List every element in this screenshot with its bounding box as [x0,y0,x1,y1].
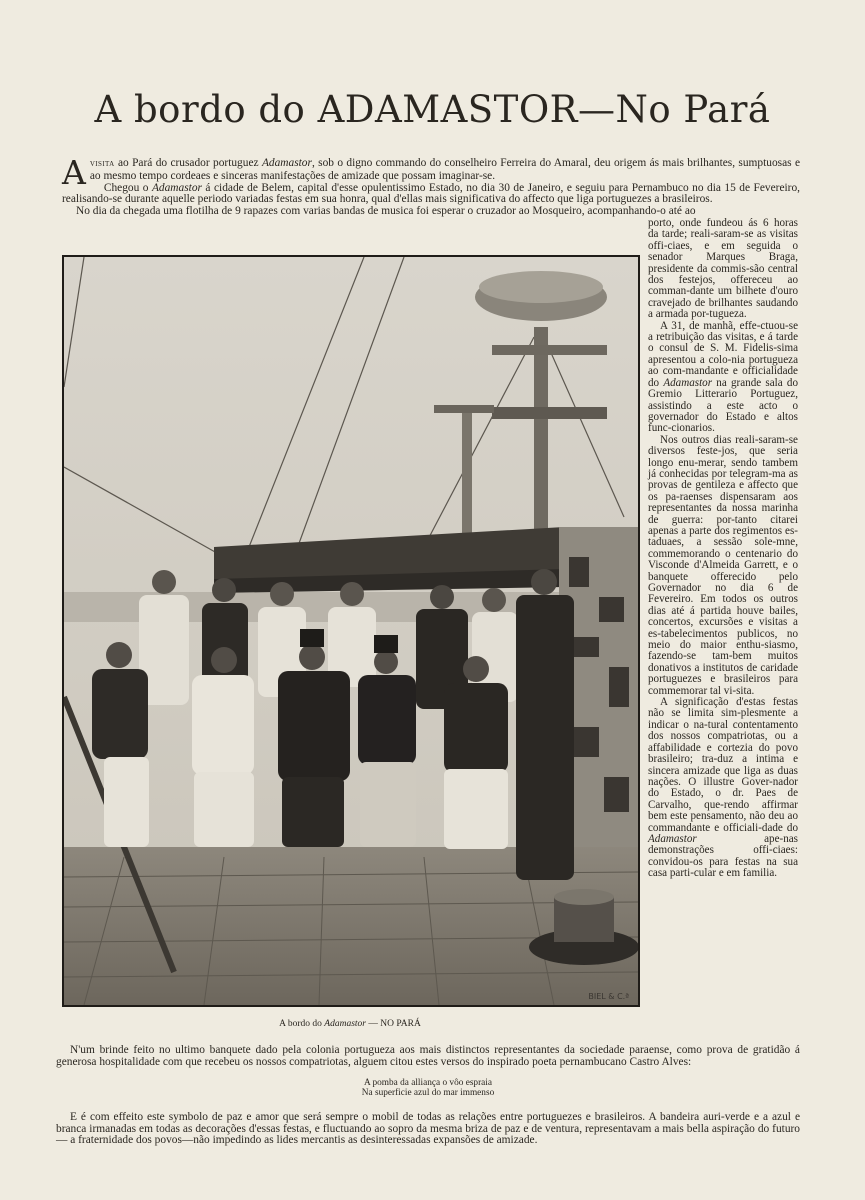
bottom-paragraph-2: E é com effeito este symbolo de paz e amor que será sempre o mobil de todas as relações entre portuguezes e brasileiros. A bandeira auri-verde e a azul e branca irmanadas em todas as decorações d'essas festas, e fluctuando ao sopro da mesma briza de paz e de ventura, representavam a mais bella aspiração do futuro — a fraternidade dos povos—não impedindo as lides mercantis as desinteressadas expansões de amizade. [56,1111,800,1147]
drop-cap: A [62,153,86,192]
bottom-paragraph-1: N'um brinde feito no ultimo banquete dado pela colonia portugueza aos mais distinctos representantes da sociedade paraense, como prova de gratidão á generosa hospitalidade com que recebeu os nossos compatriotas, alguem citou estes versos do inspirado poeta pernambucano Castro Alves: [56,1044,800,1068]
column-paragraph-3: Nos outros dias reali-saram-se diversos feste-jos, que seria longo enu-merar, sendo tambem já conhecidas por telegram-ma as provas de gentileza e affecto que os pa-raenses dispensaram aos representantes da nossa marinha de guerra: por-tanto citarei apenas a parte dos regimentos es-taduaes, a sessão sole-mne, commemorando o centenario do Visconde d'Almeida Garrett, e o banquete offerecido pelo Governador no dia 6 de Fevereiro. Em todos os outros dias até á partida houve bailes, concertos, excursões e visitas a es-tabelecimentos publicos, no meio do maior enthu-siasmo, fazendo-se tam-bem muitos donativos a institutos de caridade portuguezes e brasileiros para commemorar tal vi-sita. [648,433,798,697]
verse-line-1: A pomba da alliança o vôo espraia [363,1078,493,1089]
group-photograph [62,255,640,1007]
intro-paragraph-1: Avisita ao Pará do crusador portuguez Adamastor, sob o digno commando do conselheiro Ferreira do Amaral, deu origem ás mais brilhantes, sumptuosas e ao mesmo tempo cordeaes e sinceras manifestações de amizade que possam imaginar-se. [62,153,801,192]
column-paragraph-1: porto, onde fundeou ás 6 horas da tarde; reali-saram-se as visitas offi-ciaes, e em seguida o senador Marques Braga, presidente da commis-são central dos festejos, offereceu ao comman-dante um bilhete d'ouro cravejado de brilhantes saudando a armada por-tugueza. [648,217,798,321]
photo-caption: A bordo do Adamastor — NO PARÁ [279,1019,421,1029]
photo-illustration [64,257,638,1005]
intro-paragraph-2: Chegou o Adamastor á cidade de Belem, capital d'esse opulentissimo Estado, no dia 30 de Janeiro, e seguiu para Pernambuco no dia 15 de Fevereiro, realisando-se durante aquelle periodo variadas festas em sua honra, qual d'ellas mais significativa do affecto que liga portuguezes a brasileiros. [62,181,800,206]
intro-paragraph-3: No dia da chegada uma flotilha de 9 rapazes com varias bandas de musica foi esperar o cruzador ao Mosqueiro, acompanhando-o até ao [76,205,696,218]
verse-line-2: Na superficie azul do mar immenso [361,1088,495,1099]
column-paragraph-2: A 31, de manhã, effe-ctuou-se a retribuição das visitas, e á tarde o consul de S. M. Fidelis-sima apresentou a colo-nia portugueza ao com-mandante e officialidade do Adamastor na grande sala do Gremio Litterario Portuguez, assistindo a este acto o governador do Estado e altos func-cionarios. [648,319,798,435]
bottom-text [56,1045,800,1147]
article-title: A bordo do ADAMASTOR—No Pará [94,88,771,131]
intro-text [62,153,801,218]
verse-quote [56,1078,800,1098]
side-column-text [648,218,798,880]
photo-credit: BIEL & C.ª [588,992,629,1001]
column-paragraph-4: A significação d'estas festas não se limita sim-plesmente a indicar o na-tural contentamento dos nossos compatriotas, ou a affabilidade e cortezia do povo brasileiro; tra-duz a intima e sincera amizade que liga as duas nações. O illustre Gover-nador do Estado, o dr. Paes de Carvalho, que-rendo affirmar bem este pensamento, não deu ao commandante e officiali-dade do Adamastor ape-nas demonstrações offi-ciaes: convidou-os para festas na sua casa parti-cular e em familia. [648,696,798,880]
